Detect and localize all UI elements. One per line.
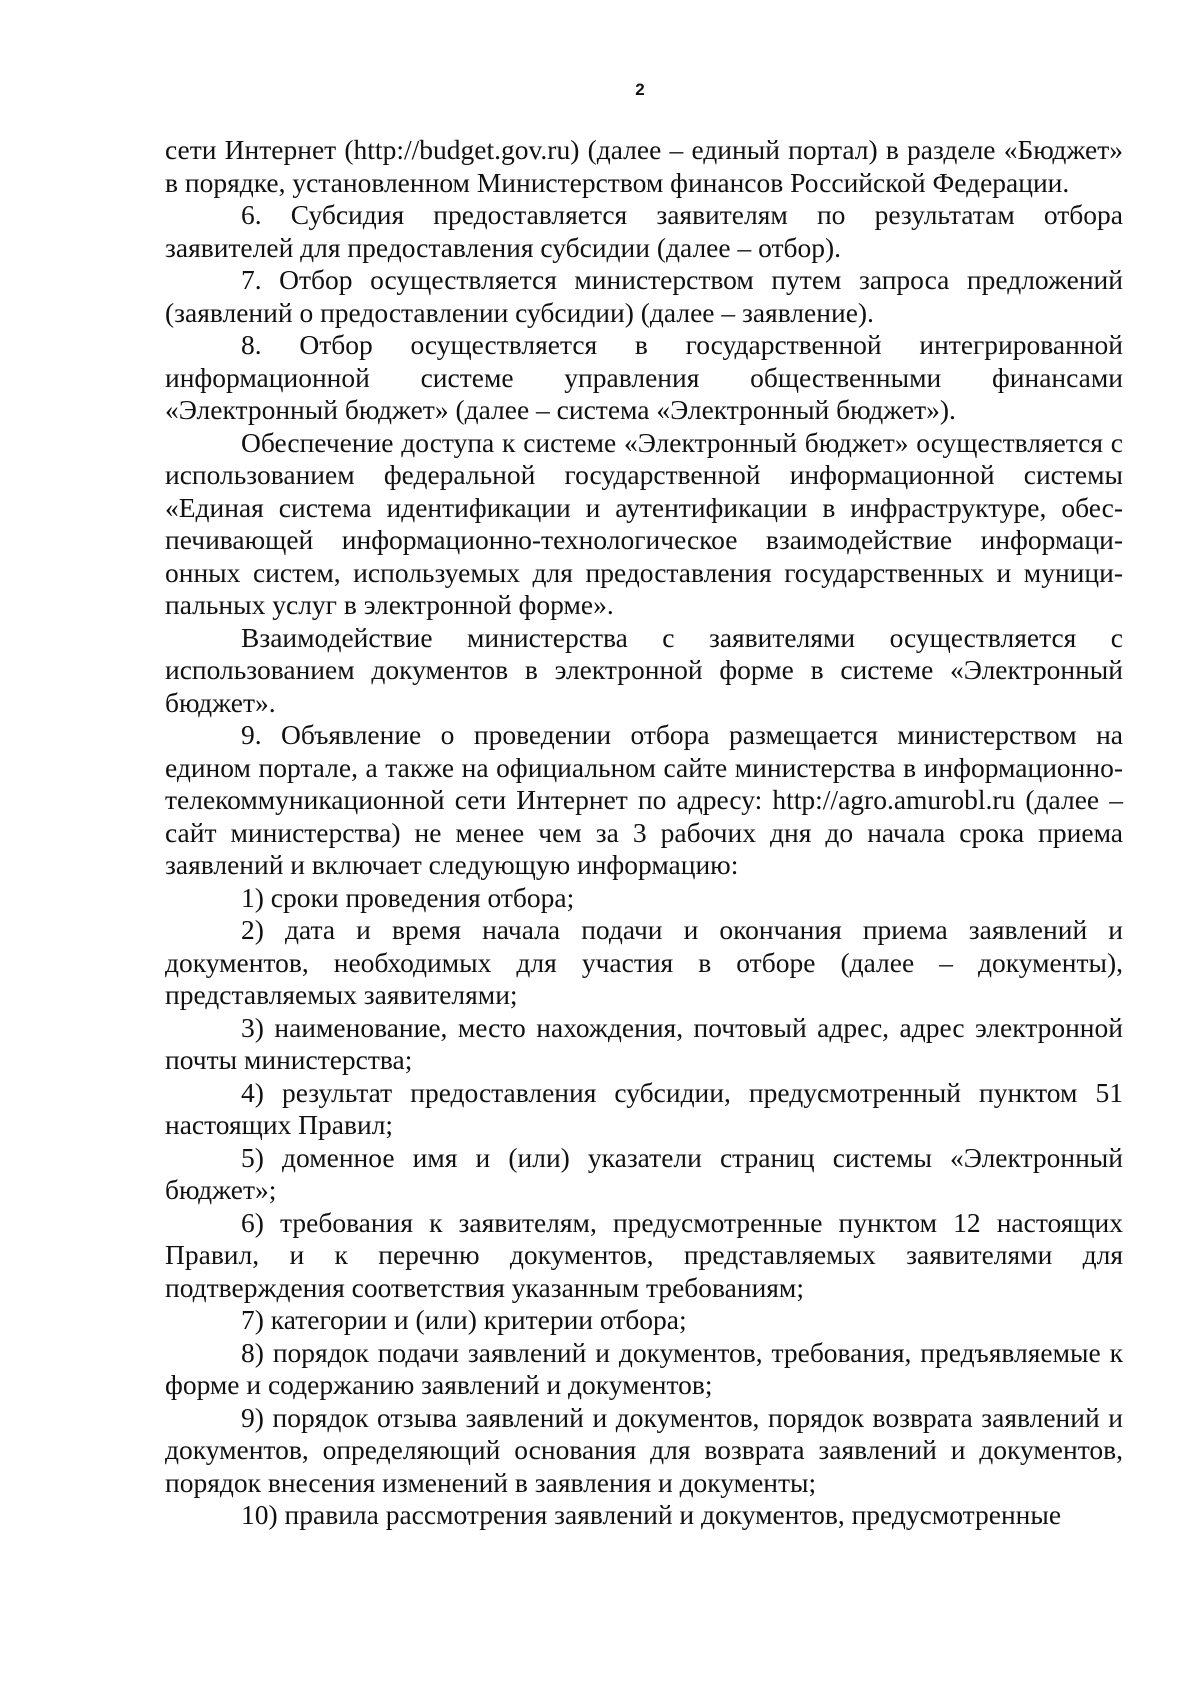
list-item-7: 7) категории и (или) критерии отбора; bbox=[241, 1304, 687, 1335]
list-item-10: 10) правила рассмотрения заявлений и документов, предусмотренные bbox=[241, 1499, 1062, 1530]
paragraph-item-7: 7. Отбор осуществляется министерством путем запроса предложений (заявлений о предоставлении субсидии) (далее – заявление). bbox=[165, 264, 1123, 328]
list-item-6: 6) требования к заявителям, предусмотренные пунктом 12 настоящих Правил, и к перечню документов, представляемых заявителями для подтверждения соответствия указанным требованиям; bbox=[165, 1206, 1123, 1303]
list-item-5: 5) доменное имя и (или) указатели страниц системы «Электронный бюджет»; bbox=[165, 1141, 1123, 1205]
list-item-1: 1) сроки проведения отбора; bbox=[241, 881, 575, 913]
list-item-9: 9) порядок отзыва заявлений и документов, порядок возврата заявлений и документов, определяющий основания для возврата заявлений и документов, порядок внесения изменений в заявления и документы; bbox=[165, 1401, 1123, 1498]
document-body bbox=[165, 134, 1123, 1532]
list-item-4: 4) результат предоставления субсидии, предусмотренный пунктом 51 настоящих Правил; bbox=[165, 1076, 1123, 1140]
paragraph-item-8: 8. Отбор осуществляется в государственной интегрированной информационной системе управления общественными финансами «Электронный бюджет» (далее – система «Электронный бюджет»). bbox=[165, 329, 1123, 425]
paragraph-interaction: Взаимодействие министерства с заявителями осуществляется с использованием документов в электронной форме в системе «Электронный бюджет». bbox=[165, 621, 1123, 718]
list-item-8: 8) порядок подачи заявлений и документов, требования, предъявляемые к форме и содержанию заявлений и документов; bbox=[165, 1336, 1123, 1400]
paragraph-item-9: 9. Объявление о проведении отбора размещается министерством на едином портале, а также на официальном сайте министерства в информационно-телекоммуникационной сети Интернет по адресу: http://agro.amurobl.ru (далее – сайт министерства) не менее чем за 3 рабочих дня до начала срока приема заявлений и включает следующую информацию: bbox=[165, 719, 1123, 880]
list-item-3: 3) наименование, место нахождения, почтовый адрес, адрес электронной почты министерства; bbox=[165, 1011, 1123, 1075]
paragraph-continuation: сети Интернет (http://budget.gov.ru) (далее – единый портал) в разделе «Бюджет» в порядке, установленном Министерством финансов Российской Федерации. bbox=[165, 134, 1123, 198]
paragraph-access: Обеспечение доступа к системе «Электронный бюджет» осуществляется с использованием федеральной государственной информационной системы «Единая система идентификации и аутентификации в инфраструктуре, обеспечивающей информационно-технологическое взаимодействие информационных систем, используемых для предоставления государственных и муниципальных услуг в электронной форме». bbox=[165, 426, 1123, 620]
page-number: 2 bbox=[635, 80, 645, 99]
paragraph-item-6: 6. Субсидия предоставляется заявителям по результатам отбора заявителей для предоставления субсидии (далее – отбор). bbox=[165, 199, 1123, 263]
list-item-2: 2) дата и время начала подачи и окончания приема заявлений и документов, необходимых для участия в отборе (далее – документы), представляемых заявителями; bbox=[165, 914, 1123, 1010]
